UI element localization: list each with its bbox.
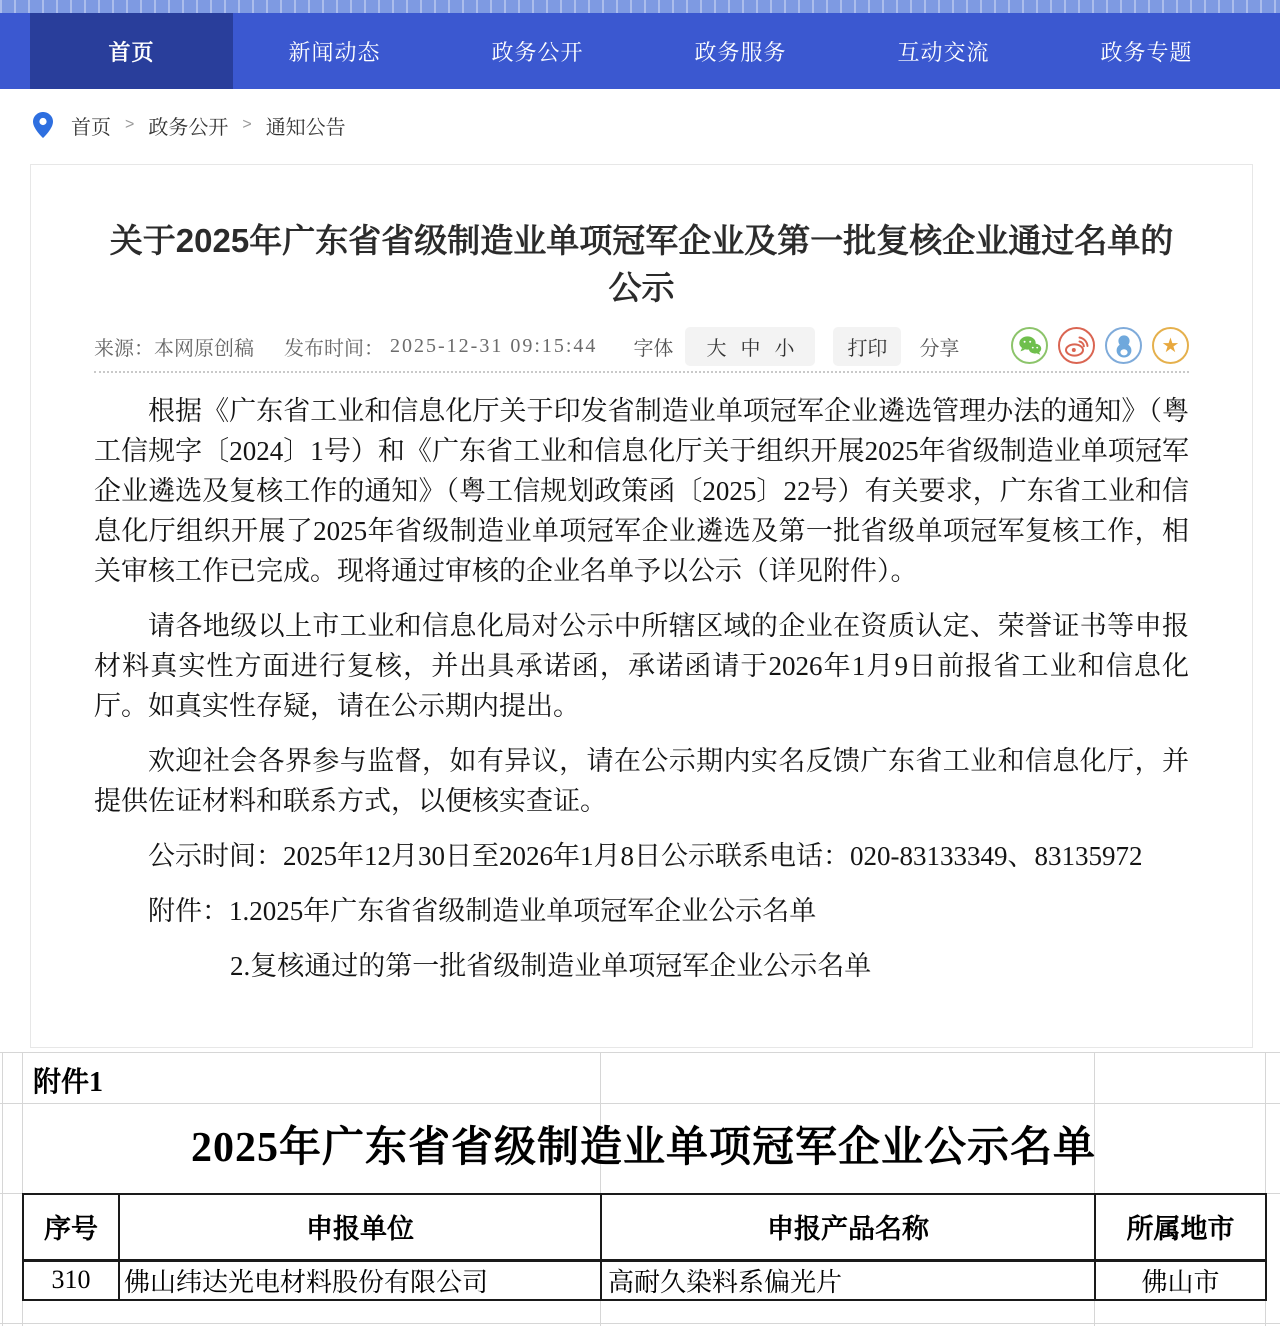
table-header-row xyxy=(23,1194,1266,1260)
favorite-star-icon[interactable]: ★ xyxy=(1152,327,1189,364)
qq-icon[interactable] xyxy=(1105,327,1142,364)
sheet-gridline xyxy=(0,1103,1280,1104)
font-size-control xyxy=(685,327,815,366)
font-size-small-button[interactable]: 小 xyxy=(774,337,795,360)
article-title: 关于2025年广东省省级制造业单项冠军企业及第一批复核企业通过名单的公示 xyxy=(109,222,1174,306)
weibo-icon[interactable] xyxy=(1058,327,1095,364)
sheet-gridline xyxy=(0,1052,1280,1053)
wechat-icon[interactable] xyxy=(1011,327,1048,364)
article-card xyxy=(30,164,1253,1048)
nav-tab-gov-services[interactable]: 政务服务 xyxy=(694,39,787,65)
sheet-gridline xyxy=(2,1052,3,1326)
publish-time-label: 发布时间： xyxy=(284,337,384,360)
breadcrumb xyxy=(0,89,1280,161)
nav-tab-interaction[interactable]: 互动交流 xyxy=(897,39,990,65)
font-size-medium-button[interactable]: 中 xyxy=(740,337,761,360)
qq-penguin-glyph xyxy=(1113,334,1135,358)
sheet-title: 2025年广东省省级制造业单项冠军企业公示名单 xyxy=(190,1125,1096,1171)
attachment-link-1[interactable]: 附件：1.2025年广东省省级制造业单项冠军企业公示名单 xyxy=(148,896,817,926)
font-size-label: 字体 xyxy=(633,337,674,360)
meta-divider xyxy=(94,371,1189,373)
nav-tab-gov-disclosure[interactable]: 政务公开 xyxy=(491,39,584,65)
col-header-product: 申报产品名称 xyxy=(601,1194,1095,1260)
attachment-link-2[interactable]: 2.复核通过的第一批省级制造业单项冠军企业公示名单 xyxy=(230,951,872,981)
cell-city: 佛山市 xyxy=(1095,1260,1266,1300)
article-body xyxy=(94,391,1189,986)
share-icon-group xyxy=(1011,327,1189,364)
font-size-large-button[interactable]: 大 xyxy=(706,337,727,360)
article-source: 来源：本网原创稿 xyxy=(94,337,254,360)
article-paragraph: 公示时间：2025年12月30日至2026年1月8日公示联系电话：020-83133349、83135972 xyxy=(148,841,1143,871)
breadcrumb-home[interactable]: 首页 xyxy=(71,116,111,139)
cell-product: 高耐久染料系偏光片 xyxy=(601,1260,1095,1300)
wechat-glyph xyxy=(1018,335,1042,357)
breadcrumb-notices[interactable]: 通知公告 xyxy=(265,116,346,139)
article-paragraph: 欢迎社会各界参与监督，如有异议，请在公示期内实名反馈广东省工业和信息化厅，并提供佐证材料和联系方式，以便核实查证。 xyxy=(94,746,1189,816)
col-header-org: 申报单位 xyxy=(119,1194,601,1260)
share-label: 分享 xyxy=(919,337,960,360)
article-paragraph: 根据《广东省工业和信息化厅关于印发省制造业单项冠军企业遴选管理办法的通知》（粤工信规字〔2024〕1号）和《广东省工业和信息化厅关于组织开展2025年省级制造业单项冠军企业遴选及复核工作的通知》（粤工信规划政策函〔2025〕22号）有关要求，广东省工业和信息化厅组织开展了2025年省级制造业单项冠军企业遴选及第一批省级单项冠军复核工作，相关审核工作已完成。现将通过审核的企业名单予以公示（详见附件）。 xyxy=(94,396,1189,586)
nav-tab-home[interactable]: 首页 xyxy=(30,13,233,89)
nav-tab-news[interactable]: 新闻动态 xyxy=(288,39,381,65)
breadcrumb-gov-disclosure[interactable]: 政务公开 xyxy=(148,116,229,139)
attachment-sheet xyxy=(0,1052,1280,1326)
table-row xyxy=(23,1260,1266,1300)
sheet-gridline xyxy=(0,1323,1280,1324)
champion-roster-table xyxy=(22,1193,1267,1301)
article-paragraph: 请各地级以上市工业和信息化局对公示中所辖区域的企业在资质认定、荣誉证书等申报材料真实性方面进行复核，并出具承诺函，承诺函请于2026年1月9日前报省工业和信息化厅。如真实性存疑，请在公示期内提出。 xyxy=(94,611,1189,721)
appendix-label: 附件1 xyxy=(33,1067,104,1098)
location-pin-icon xyxy=(33,112,53,138)
top-banner-strip xyxy=(0,0,1280,13)
print-button[interactable]: 打印 xyxy=(833,327,901,366)
col-header-index: 序号 xyxy=(23,1194,119,1260)
publish-time-value: 2025-12-31 09:15:44 xyxy=(390,334,598,357)
breadcrumb-separator: > xyxy=(242,116,252,133)
breadcrumb-separator: > xyxy=(125,116,135,133)
cell-org: 佛山纬达光电材料股份有限公司 xyxy=(119,1260,601,1300)
weibo-glyph xyxy=(1065,335,1089,357)
main-nav xyxy=(0,13,1280,89)
col-header-city: 所属地市 xyxy=(1095,1194,1266,1260)
article-meta-row xyxy=(94,325,1189,367)
cell-index: 310 xyxy=(23,1260,119,1300)
nav-tab-special-topics[interactable]: 政务专题 xyxy=(1100,39,1193,65)
